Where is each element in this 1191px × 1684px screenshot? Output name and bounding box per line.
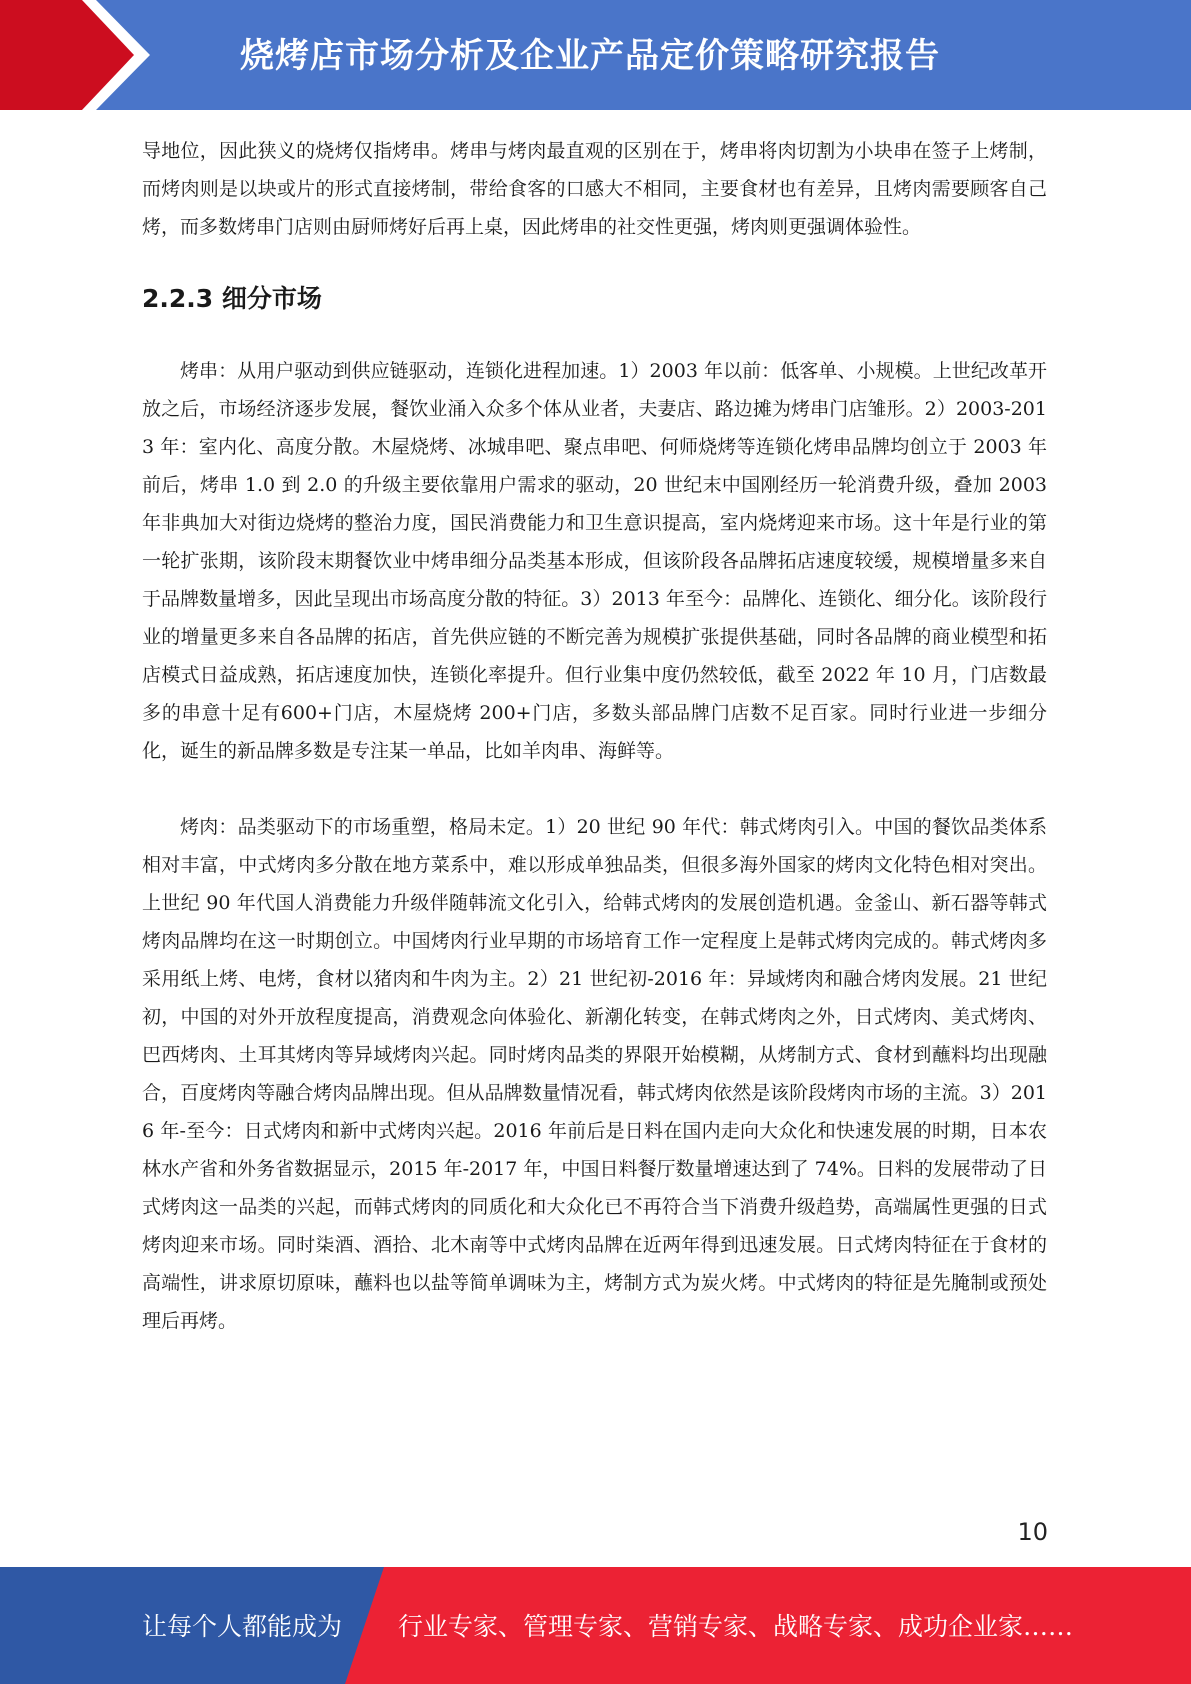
footer-slogan-right: 行业专家、管理专家、营销专家、战略专家、成功企业家…… — [398, 1612, 1074, 1641]
main-content — [142, 132, 1047, 1340]
chevron-arrow-icon — [0, 0, 160, 110]
footer-slogan-left: 让每个人都能成为 — [142, 1612, 343, 1641]
page-number: 10 — [1017, 1518, 1048, 1546]
page-header — [0, 0, 1191, 110]
section-heading: 2.2.3 细分市场 — [142, 284, 322, 313]
report-title: 烧烤店市场分析及企业产品定价策略研究报告 — [240, 36, 940, 76]
paragraph-spacer — [142, 770, 1047, 808]
skewers-paragraph: 烤串：从用户驱动到供应链驱动，连锁化进程加速。1）2003 年以前：低客单、小规模。上世纪改革开放之后，市场经济逐步发展，餐饮业涌入众多个体从业者，夫妻店、路边摊为烤串门店雏形。2）2003-2013 年：室内化、高度分散。木屋烧烤、冰城串吧、聚点串吧、何师烧烤等连锁化烤串品牌均创立于 2003 年前后，烤串 1.0 到 2.0 的升级主要依靠用户需求的驱动，20 世纪末中国刚经历一轮消费升级，叠加 2003 年非典加大对街边烧烤的整治力度，国民消费能力和卫生意识提高，室内烧烤迎来市场。这十年是行业的第一轮扩张期，该阶段末期餐饮业中烤串细分品类基本形成，但该阶段各品牌拓店速度较缓，规模增量多来自于品牌数量增多，因此呈现出市场高度分散的特征。3）2013 年至今：品牌化、连锁化、细分化。该阶段行业的增量更多来自各品牌的拓店，首先供应链的不断完善为规模扩张提供基础，同时各品牌的商业模型和拓店模式日益成熟，拓店速度加快，连锁化率提升。但行业集中度仍然较低，截至 2022 年 10 月，门店数最多的串意十足有600+门店，木屋烧烤 200+门店，多数头部品牌门店数不足百家。同时行业进一步细分化，诞生的新品牌多数是专注某一单品，比如羊肉串、海鲜等。 — [142, 360, 1047, 762]
page-footer — [0, 1567, 1191, 1684]
bbq-paragraph: 烤肉：品类驱动下的市场重塑，格局未定。1）20 世纪 90 年代：韩式烤肉引入。中国的餐饮品类体系相对丰富，中式烤肉多分散在地方菜系中，难以形成单独品类，但很多海外国家的烤肉文化特色相对突出。上世纪 90 年代国人消费能力升级伴随韩流文化引入，给韩式烤肉的发展创造机遇。金釜山、新石器等韩式烤肉品牌均在这一时期创立。中国烤肉行业早期的市场培育工作一定程度上是韩式烤肉完成的。韩式烤肉多采用纸上烤、电烤，食材以猪肉和牛肉为主。2）21 世纪初-2016 年：异域烤肉和融合烤肉发展。21 世纪初，中国的对外开放程度提高，消费观念向体验化、新潮化转变，在韩式烤肉之外，日式烤肉、美式烤肉、巴西烤肉、土耳其烤肉等异域烤肉兴起。同时烤肉品类的界限开始模糊，从烤制方式、食材到蘸料均出现融合，百度烤肉等融合烤肉品牌出现。但从品牌数量情况看，韩式烤肉依然是该阶段烤肉市场的主流。3）2016 年-至今：日式烤肉和新中式烤肉兴起。2016 年前后是日料在国内走向大众化和快速发展的时期，日本农林水产省和外务省数据显示，2015 年-2017 年，中国日料餐厅数量增速达到了 74%。日料的发展带动了日式烤肉这一品类的兴起，而韩式烤肉的同质化和大众化已不再符合当下消费升级趋势，高端属性更强的日式烤肉迎来市场。同时柒酒、酒拾、北木南等中式烤肉品牌在近两年得到迅速发展。日式烤肉特征在于食材的高端性，讲求原切原味，蘸料也以盐等简单调味为主，烤制方式为炭火烤。中式烤肉的特征是先腌制或预处理后再烤。 — [142, 816, 1047, 1332]
intro-paragraph: 导地位，因此狭义的烧烤仅指烤串。烤串与烤肉最直观的区别在于，烤串将肉切割为小块串在签子上烤制，而烤肉则是以块或片的形式直接烤制，带给食客的口感大不相同，主要食材也有差异，且烤肉需要顾客自己烤，而多数烤串门店则由厨师烤好后再上桌，因此烤串的社交性更强，烤肉则更强调体验性。 — [142, 140, 1047, 238]
